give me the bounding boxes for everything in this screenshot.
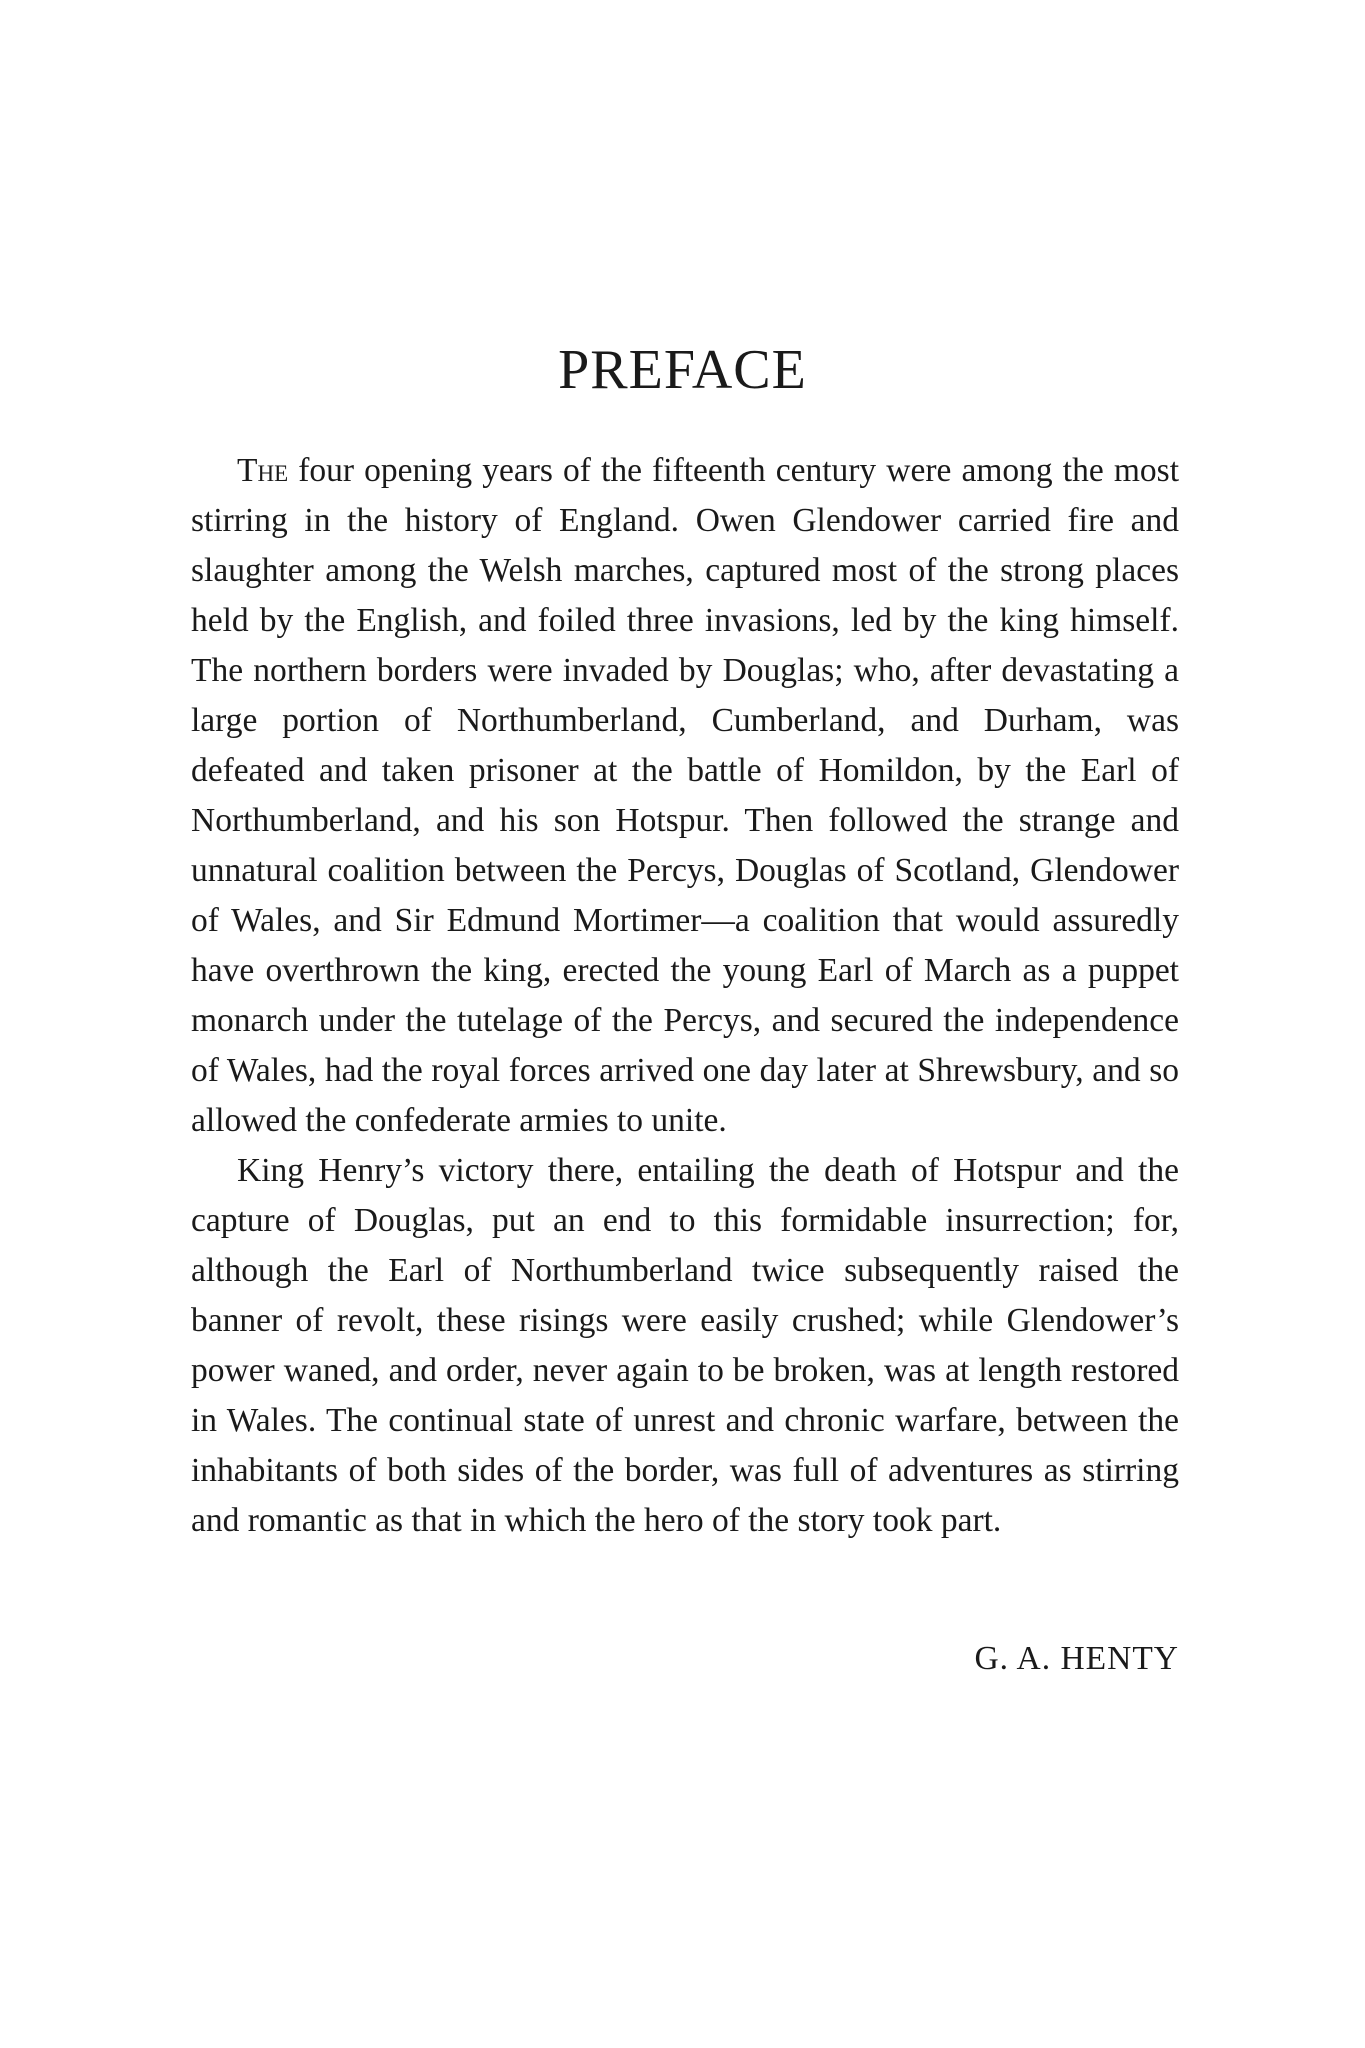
opening-word: The — [237, 452, 289, 489]
preface-body — [191, 446, 1179, 1546]
paragraph-2: King Henry’s victory there, entailing the death of Hotspur and the capture of Douglas, put an end to this formidable insurrection; for, although the Earl of Northumberland twice subsequently raised the banner of revolt, these risings were easily crushed; while Glendower’s power waned, and order, never again to be broken, was at length restored in Wales. The continual state of unrest and chronic warfare, between the inhabitants of both sides of the border, was full of adventures as stirring and romantic as that in which the hero of the story took part. — [191, 1152, 1179, 1539]
page-title: PREFACE — [558, 339, 807, 401]
author-signature: G. A. HENTY — [974, 1640, 1179, 1677]
paragraph-1 — [191, 446, 1179, 1146]
paragraph-1-text: four opening years of the fifteenth century were among the most stirring in the history of England. Owen Glendower carried fire and slaughter among the Welsh marches, captured most of the strong places held by the English, and foiled three invasions, led by the king himself. The northern borders were invaded by Douglas; who, after devastating a large portion of Northumberland, Cumberland, and Durham, was defeated and taken prisoner at the battle of Homildon, by the Earl of Northumberland, and his son Hotspur. Then followed the strange and unnatural coalition between the Percys, Douglas of Scotland, Glendower of Wales, and Sir Edmund Mortimer—a coalition that would assuredly have overthrown the king, erected the young Earl of March as a puppet monarch under the tutelage of the Percys, and secured the independence of Wales, had the royal forces arrived one day later at Shrewsbury, and so allowed the confederate armies to unite. — [191, 452, 1179, 1139]
